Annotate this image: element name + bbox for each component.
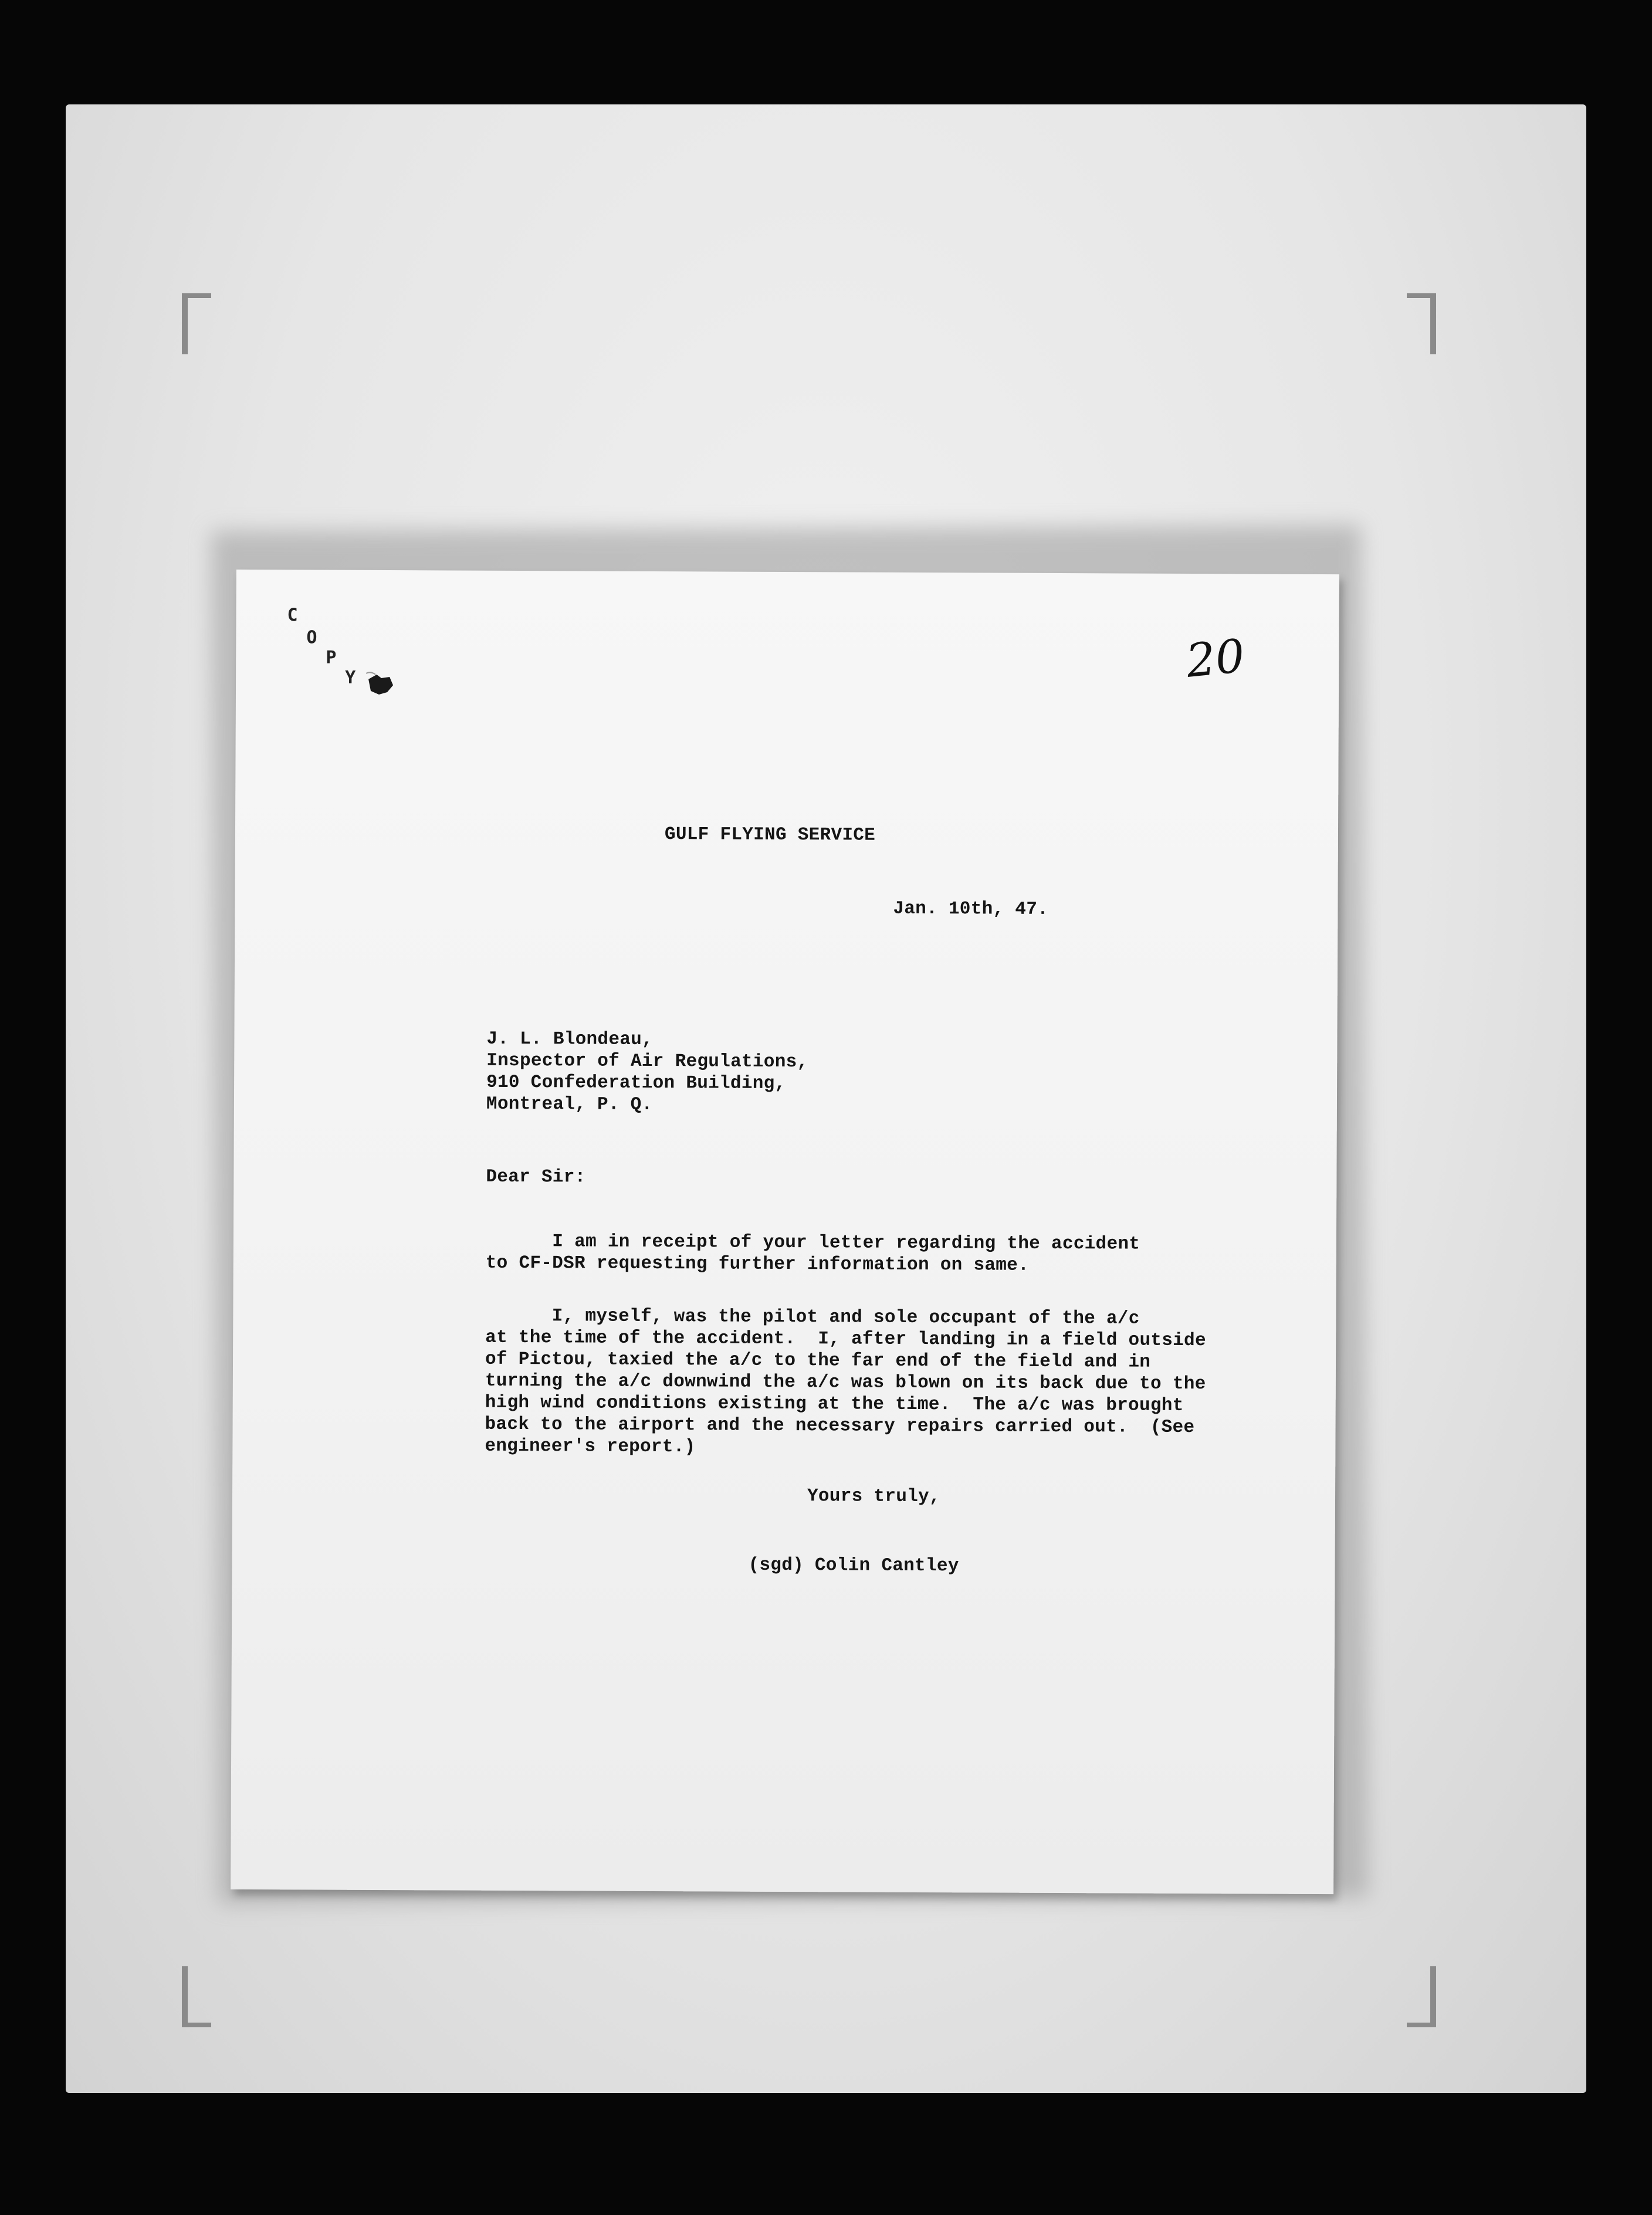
letter-sheet	[231, 570, 1339, 1894]
crop-mark-top-left	[182, 293, 211, 354]
closing: Yours truly,	[807, 1486, 940, 1508]
crop-mark-top-right	[1407, 293, 1436, 354]
punch-hole-icon	[364, 671, 395, 698]
signature: (sgd) Colin Cantley	[748, 1554, 959, 1577]
body-line: I am in receipt of your letter regarding the accident	[485, 1231, 1140, 1255]
crop-mark-bottom-right	[1407, 1966, 1436, 2027]
recipient-line: 910 Confederation Building,	[486, 1072, 786, 1095]
copy-letter-y: Y	[345, 667, 356, 688]
body-line: engineer's report.)	[485, 1435, 696, 1458]
salutation: Dear Sir:	[486, 1166, 586, 1188]
body-paragraph-1	[486, 1231, 1140, 1277]
page-number: 20	[1184, 629, 1247, 688]
recipient-line: Inspector of Air Regulations,	[486, 1050, 808, 1073]
body-line: I, myself, was the pilot and sole occupant of the a/c	[485, 1305, 1140, 1329]
body-line: of Pictou, taxied the a/c to the far end of the field and in	[485, 1349, 1151, 1373]
body-line: to CF-DSR requesting further information on same.	[485, 1252, 1030, 1276]
letterhead: GULF FLYING SERVICE	[664, 824, 876, 846]
body-line: back to the airport and the necessary repairs carried out. (See	[485, 1414, 1195, 1438]
crop-mark-bottom-left	[182, 1966, 211, 2027]
body-paragraph-2	[485, 1305, 1206, 1460]
body-line: turning the a/c downwind the a/c was blown on its back due to the	[485, 1370, 1206, 1395]
recipient-line: Montreal, P. Q.	[486, 1093, 653, 1116]
copy-letter-p: P	[326, 647, 337, 668]
body-line: high wind conditions existing at the time. The a/c was brought	[485, 1392, 1184, 1416]
recipient-line: J. L. Blondeau,	[486, 1028, 654, 1051]
copy-letter-o: O	[306, 627, 317, 648]
letter-date: Jan. 10th, 47.	[893, 898, 1049, 920]
copy-letter-c: C	[287, 605, 298, 626]
body-line: at the time of the accident. I, after landing in a field outside	[485, 1327, 1206, 1352]
recipient-address	[486, 1028, 808, 1116]
